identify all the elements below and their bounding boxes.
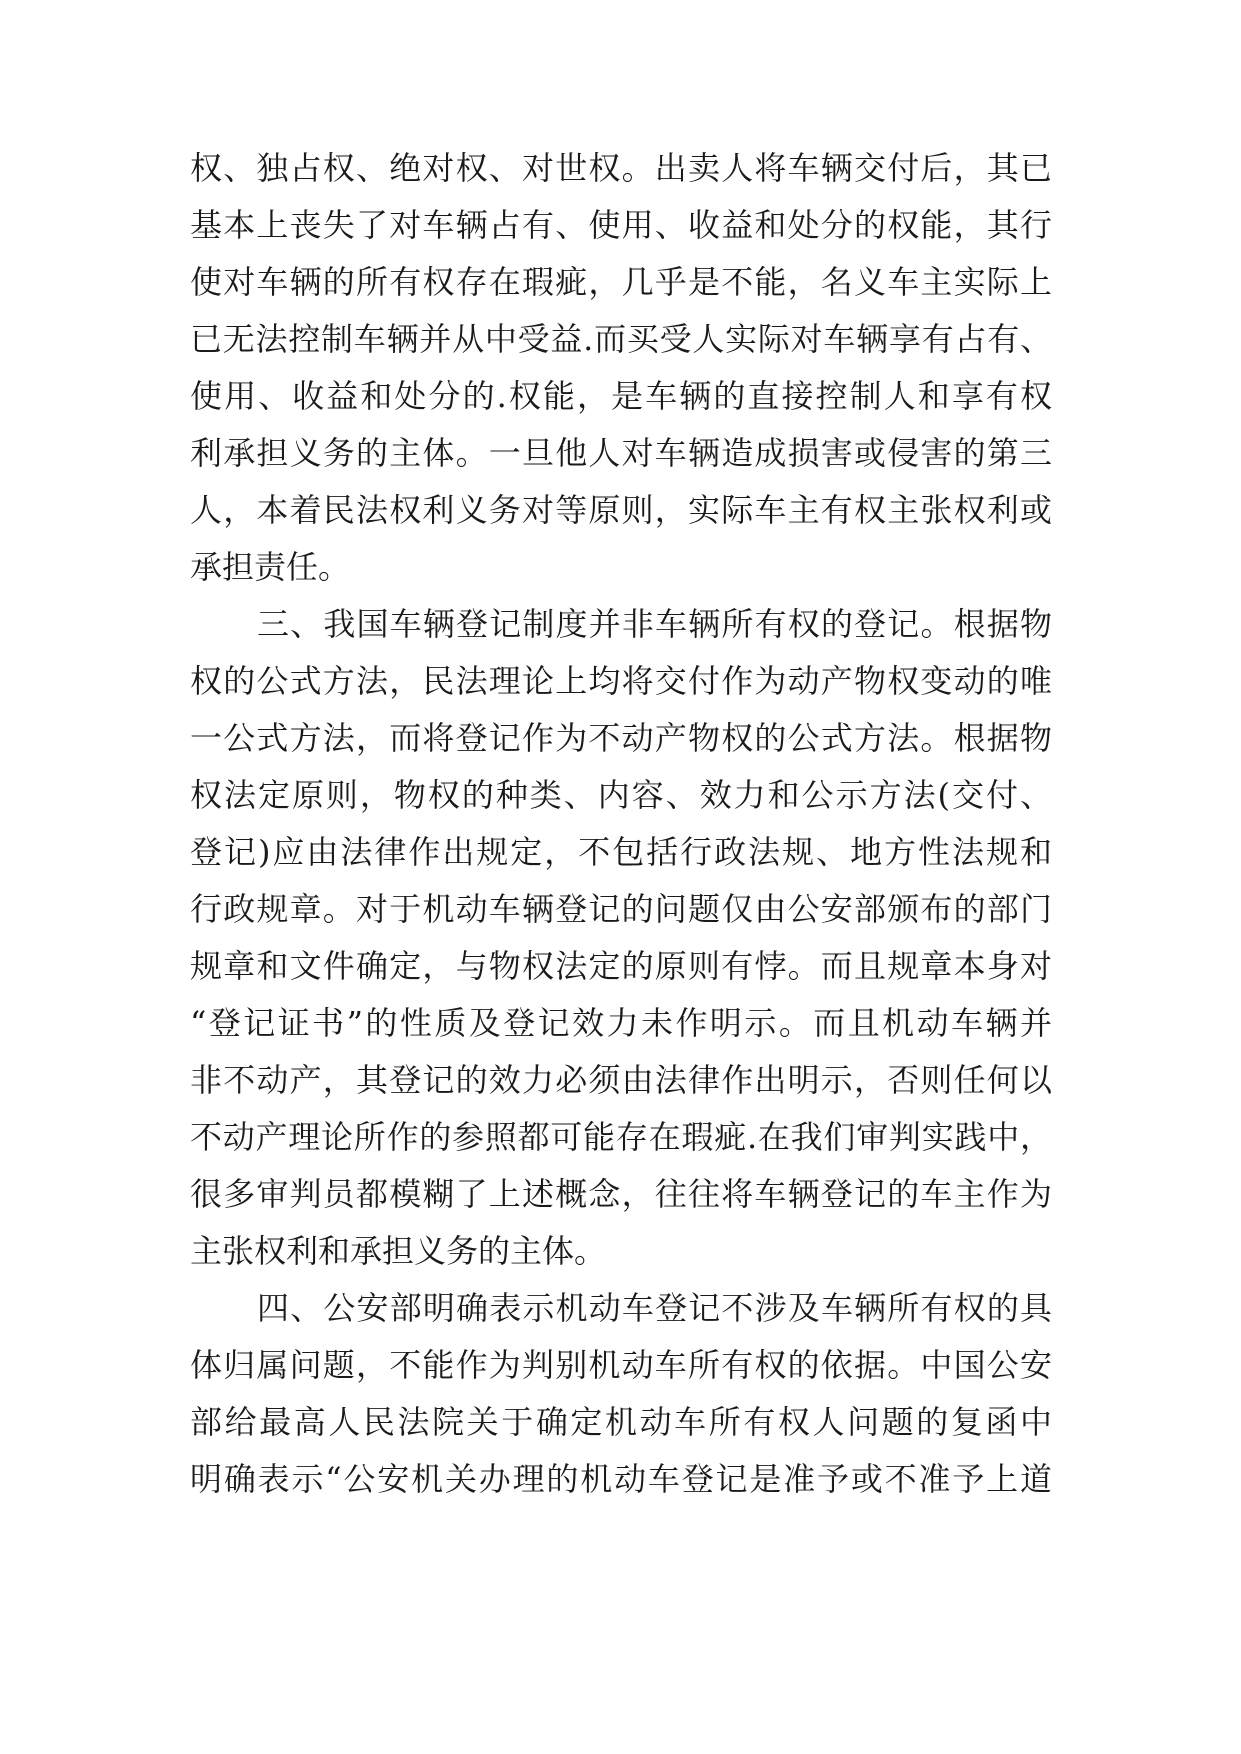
text-line: 利承担义务的主体。一旦他人对车辆造成损害或侵害的第三 xyxy=(190,434,1052,472)
text-line: 人，本着民法权利义务对等原则，实际车主有权主张权利或 xyxy=(190,491,1052,529)
text-line: 主张权利和承担义务的主体。 xyxy=(190,1232,607,1270)
text-line: 一公式方法，而将登记作为不动产物权的公式方法。根据物 xyxy=(190,719,1052,757)
text-line: 使用、收益和处分的.权能，是车辆的直接控制人和享有权 xyxy=(190,377,1052,415)
text-line: 体归属问题，不能作为判别机动车所有权的依据。中国公安 xyxy=(190,1346,1052,1384)
text-line: 规章和文件确定，与物权法定的原则有悖。而且规章本身对 xyxy=(190,947,1052,985)
text-line: 权的公式方法，民法理论上均将交付作为动产物权变动的唯 xyxy=(190,662,1052,700)
text-line: 已无法控制车辆并从中受益.而买受人实际对车辆享有占有、 xyxy=(190,320,1052,358)
text-line: 登记)应由法律作出规定，不包括行政法规、地方性法规和 xyxy=(190,833,1052,871)
paragraph-start-line: 三、我国车辆登记制度并非车辆所有权的登记。根据物 xyxy=(257,605,1052,643)
text-line: 明确表示“公安机关办理的机动车登记是准予或不准予上道 xyxy=(190,1460,1052,1498)
text-line: 权、独占权、绝对权、对世权。出卖人将车辆交付后，其已 xyxy=(190,149,1052,187)
text-line: 非不动产，其登记的效力必须由法律作出明示，否则任何以 xyxy=(190,1061,1052,1099)
text-line: 承担责任。 xyxy=(190,548,351,586)
text-line: 行政规章。对于机动车辆登记的问题仅由公安部颁布的部门 xyxy=(190,890,1052,928)
paragraph-start-line: 四、公安部明确表示机动车登记不涉及车辆所有权的具 xyxy=(257,1289,1052,1327)
text-line: “登记证书”的性质及登记效力未作明示。而且机动车辆并 xyxy=(190,1004,1052,1042)
text-line: 很多审判员都模糊了上述概念，往往将车辆登记的车主作为 xyxy=(190,1175,1052,1213)
text-line: 权法定原则，物权的种类、内容、效力和公示方法(交付、 xyxy=(190,776,1052,814)
text-line: 不动产理论所作的参照都可能存在瑕疵.在我们审判实践中， xyxy=(190,1118,1052,1156)
text-line: 基本上丧失了对车辆占有、使用、收益和处分的权能，其行 xyxy=(190,206,1052,244)
text-line: 使对车辆的所有权存在瑕疵，几乎是不能，名义车主实际上 xyxy=(190,263,1052,301)
text-line: 部给最高人民法院关于确定机动车所有权人问题的复函中 xyxy=(190,1403,1052,1441)
